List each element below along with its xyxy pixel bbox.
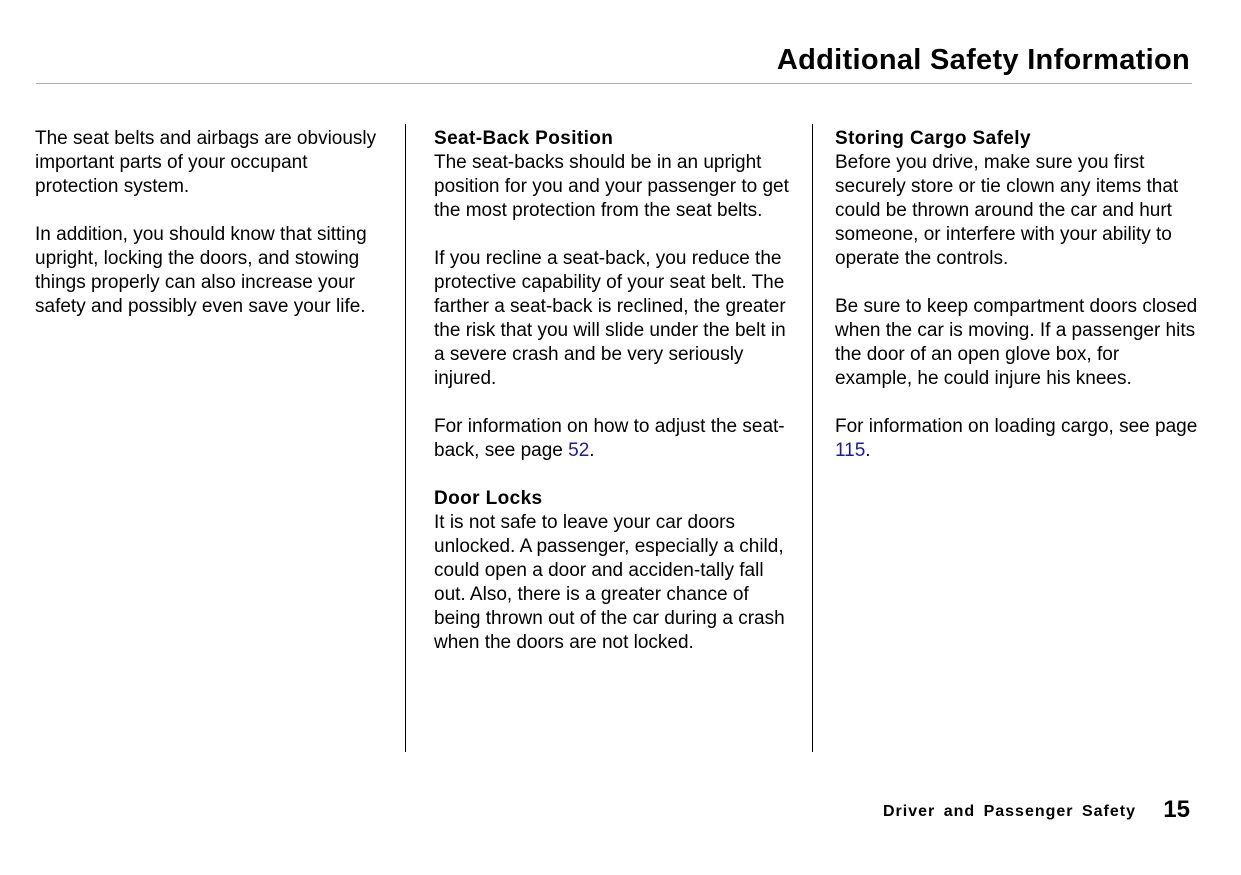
seat-back-paragraph-3 bbox=[434, 415, 794, 463]
page-number: 15 bbox=[1163, 796, 1190, 823]
intro-paragraph-1: The seat belts and airbags are obviously important parts of your occupant protection system. bbox=[35, 128, 377, 197]
column-seat-back-door-locks bbox=[434, 127, 794, 679]
storing-cargo-reference-end: . bbox=[865, 440, 871, 461]
footer-section-label: Driver and Passenger Safety bbox=[883, 803, 1136, 820]
column-intro bbox=[35, 127, 385, 343]
door-locks-paragraph-1: It is not safe to leave your car doors unlocked. A passenger, especially a child, could open a door and acciden-tally fall out. Also, there is a greater chance of being thrown out of the car during a crash when the doors are not locked. bbox=[434, 512, 785, 653]
page-52-link[interactable]: 52 bbox=[568, 440, 590, 461]
storing-cargo-paragraph-1: Before you drive, make sure you first securely store or tie clown any items that could be thrown around the car and hurt someone, or interfere with your ability to operate the controls. bbox=[835, 152, 1179, 269]
storing-cargo-heading: Storing Cargo Safely bbox=[835, 128, 1031, 149]
column-divider-1 bbox=[405, 124, 406, 752]
title-rule bbox=[36, 83, 1192, 84]
seat-back-reference-end: . bbox=[589, 440, 595, 461]
column-storing-cargo bbox=[835, 127, 1200, 487]
column-divider-2 bbox=[812, 124, 813, 752]
seat-back-heading: Seat-Back Position bbox=[434, 128, 614, 149]
intro-paragraph-2: In addition, you should know that sitting upright, locking the doors, and stowing things properly can also increase your safety and possibly even save your life. bbox=[35, 224, 367, 317]
seat-back-paragraph-2: If you recline a seat-back, you reduce the protective capability of your seat belt. The farther a seat-back is reclined, the greater the risk that you will slide under the belt in a severe crash and be very seriously injured. bbox=[434, 248, 786, 389]
storing-cargo-paragraph-3 bbox=[835, 415, 1200, 463]
seat-back-paragraph-1: The seat-backs should be in an upright position for you and your passenger to get the most protection from the seat belts. bbox=[434, 152, 789, 221]
page-115-link[interactable]: 115 bbox=[835, 440, 866, 461]
seat-back-reference-text: For information on how to adjust the seat-back, see page bbox=[434, 416, 785, 461]
page-title: Additional Safety Information bbox=[776, 44, 1190, 76]
door-locks-heading: Door Locks bbox=[434, 488, 543, 509]
storing-cargo-paragraph-2: Be sure to keep compartment doors closed when the car is moving. If a passenger hits the door of an open glove box, for example, he could injure his knees. bbox=[835, 296, 1198, 389]
storing-cargo-reference-text: For information on loading cargo, see page bbox=[835, 416, 1198, 437]
